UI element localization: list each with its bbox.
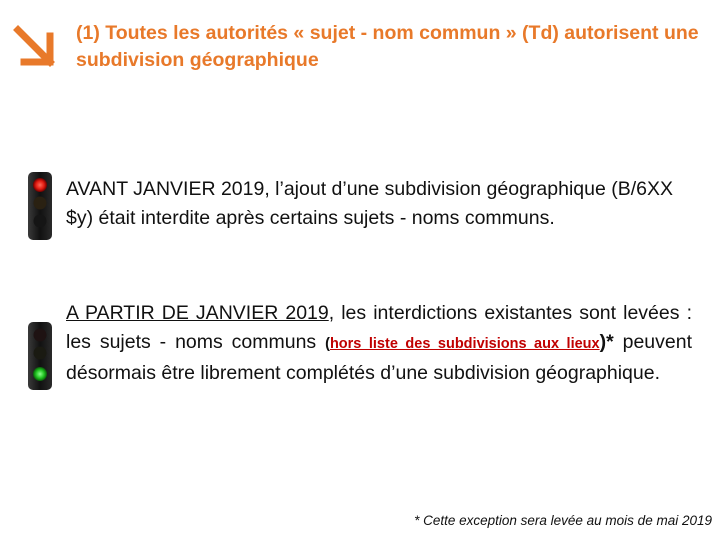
exception-text: hors liste des subdivisions aux lieux bbox=[329, 336, 600, 352]
text-a: , les interdictions existantes sont levées : les sujets - noms communs bbox=[66, 302, 692, 353]
footnote: * Cette exception sera levée au mois de mai 2019 bbox=[414, 513, 712, 528]
text-b: peuvent désormais être librement complétés d’une subdivision géographique bbox=[66, 331, 693, 384]
text-end: . bbox=[654, 362, 661, 384]
traffic-light-red-icon bbox=[26, 170, 54, 242]
paragraph-from-2019 bbox=[66, 299, 692, 388]
paragraph-before-2019: AVANT JANVIER 2019, l’ajout d’une subdivision géographique (B/6XX $y) était interdite après certains sujets - noms communs. bbox=[66, 178, 674, 229]
paren-close: )* bbox=[599, 331, 614, 353]
traffic-light-green-icon bbox=[26, 320, 54, 392]
paren-open: ( bbox=[325, 336, 330, 352]
date-lead: A PARTIR DE JANVIER 2019 bbox=[66, 302, 329, 324]
slide-title: (1) Toutes les autorités « sujet - nom commun » (Td) autorisent une subdivision géographique bbox=[76, 22, 699, 71]
arrow-down-right-icon bbox=[12, 24, 58, 70]
